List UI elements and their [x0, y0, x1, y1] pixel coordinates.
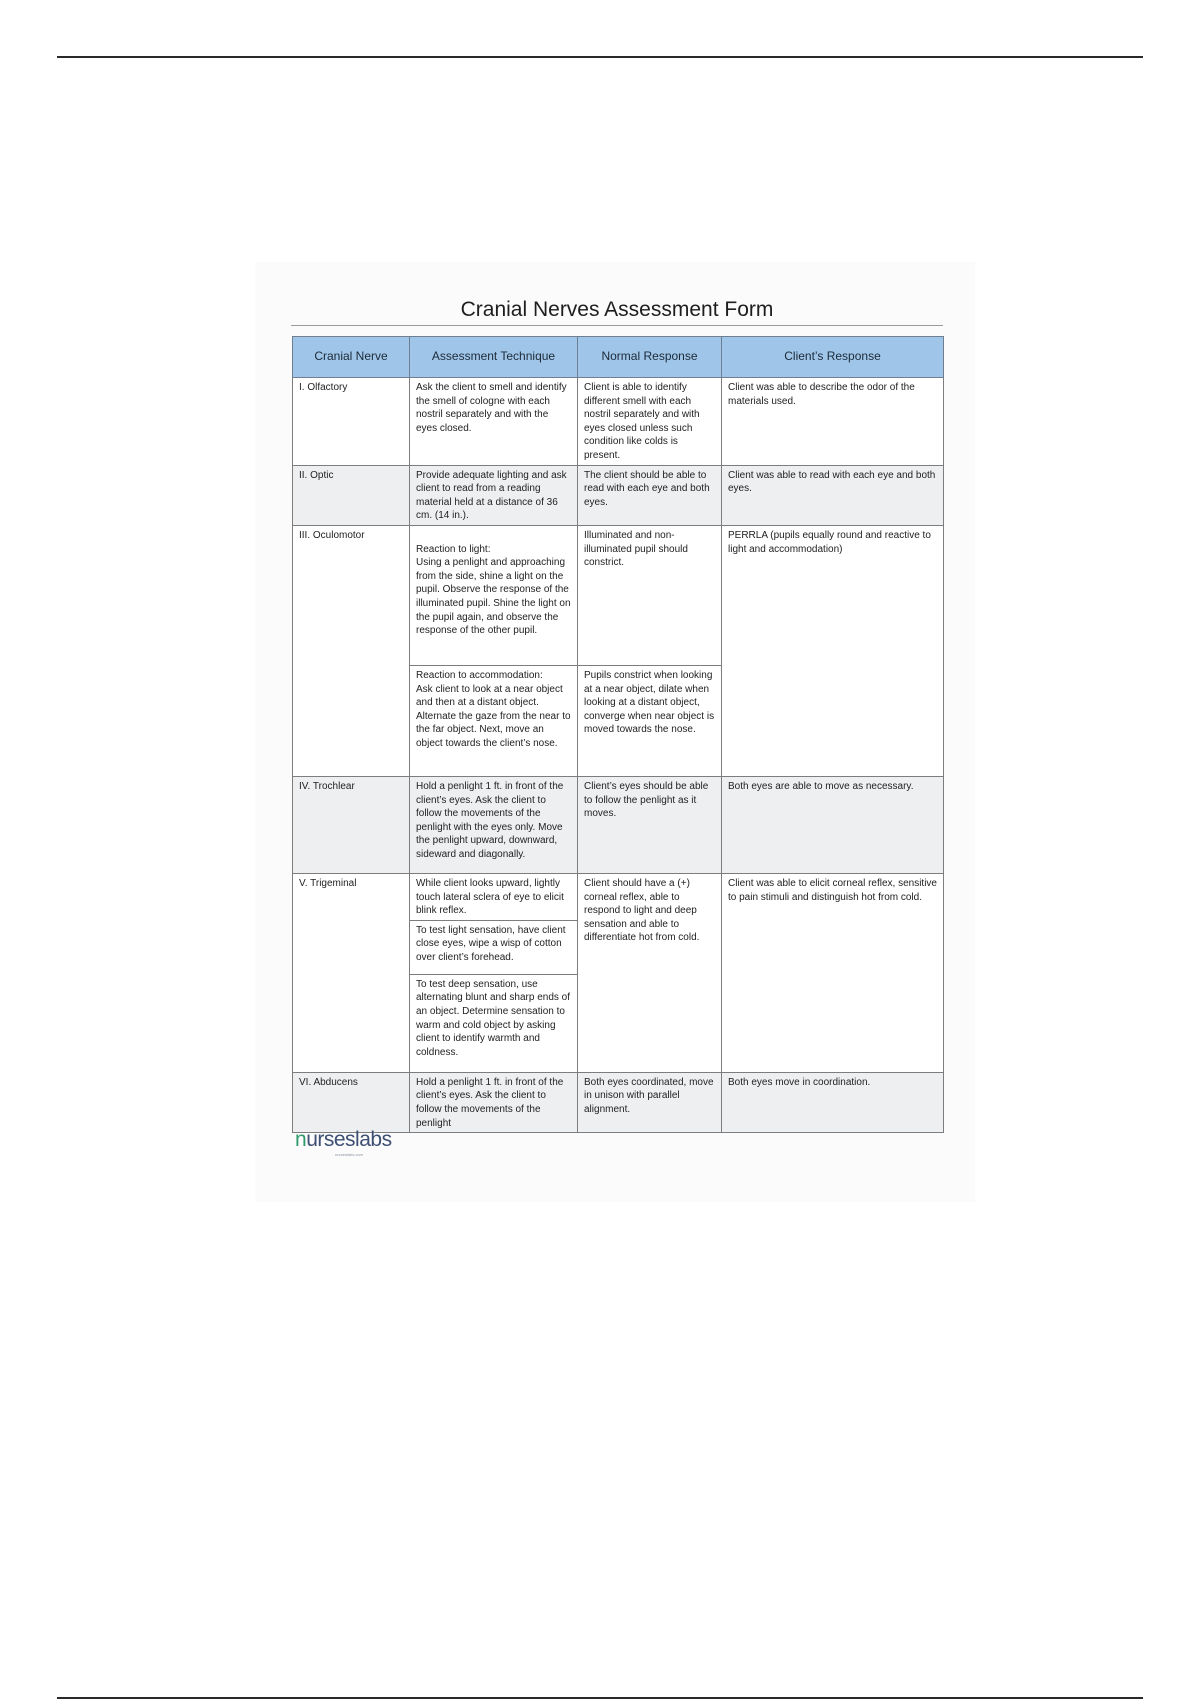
title-underline	[291, 325, 943, 326]
document-image	[255, 262, 975, 1202]
form-title: Cranial Nerves Assessment Form	[460, 298, 774, 321]
client-response-cell: Both eyes are able to move as necessary.	[722, 776, 944, 873]
bottom-divider	[57, 1697, 1143, 1699]
client-response-cell: Both eyes move in coordination.	[722, 1072, 944, 1132]
table-row	[293, 525, 944, 665]
nerve-cell: II. Optic	[293, 465, 410, 525]
nerve-cell: I. Olfactory	[293, 378, 410, 466]
technique-text: Reaction to accommodation: Ask client to look at a near object and then at a distant object. Alternate the gaze from the near to the far object. Next, move an object towards the client’s nose.	[416, 669, 571, 749]
column-header-technique: Assessment Technique	[410, 337, 578, 378]
client-response-cell: PERRLA (pupils equally round and reactive to light and accommodation)	[722, 525, 944, 776]
cranial-nerves-table	[292, 336, 944, 1133]
table-row	[293, 776, 944, 873]
normal-response-cell: Client’s eyes should be able to follow the penlight as it moves.	[578, 776, 722, 873]
technique-cell	[410, 525, 578, 665]
normal-response-cell: Pupils constrict when looking at a near object, dilate when looking at a distant object, converge when near object is moved towards the nose.	[578, 665, 722, 776]
client-response-cell: Client was able to describe the odor of the materials used.	[722, 378, 944, 466]
technique-cell: Provide adequate lighting and ask client to read from a reading material held at a distance of 36 cm. (14 in.).	[410, 465, 578, 525]
technique-cell: Hold a penlight 1 ft. in front of the client’s eyes. Ask the client to follow the movements of the penlight	[410, 1072, 578, 1132]
technique-cell	[410, 665, 578, 776]
technique-cell: While client looks upward, lightly touch lateral sclera of eye to elicit blink reflex.	[410, 873, 578, 920]
column-header-nerve: Cranial Nerve	[293, 337, 410, 378]
technique-text: Reaction to light: Using a penlight and approaching from the side, shine a light on the pupil. Observe the response of the illuminated pupil. Shine the light on the pupil again, and observe the response of the other pupil.	[416, 543, 571, 637]
logo-wordmark: urseslabs	[306, 1128, 392, 1151]
nerve-cell: IV. Trochlear	[293, 776, 410, 873]
column-header-normal: Normal Response	[578, 337, 722, 378]
normal-response-cell: Both eyes coordinated, move in unison with parallel alignment.	[578, 1072, 722, 1132]
table-row	[293, 1072, 944, 1132]
logo-tagline: nurseslabs.com	[335, 1152, 364, 1157]
normal-response-cell: Client should have a (+) corneal reflex, able to respond to light and deep sensation and able to differentiate hot from cold.	[578, 873, 722, 1072]
normal-response-cell: Illuminated and non-illuminated pupil should constrict.	[578, 525, 722, 665]
nerve-cell: V. Trigeminal	[293, 873, 410, 1072]
column-header-client: Client’s Response	[722, 337, 944, 378]
client-response-cell: Client was able to elicit corneal reflex, sensitive to pain stimuli and distinguish hot from cold.	[722, 873, 944, 1072]
technique-cell: Hold a penlight 1 ft. in front of the client’s eyes. Ask the client to follow the movements of the penlight with the eyes only. Move the penlight upward, downward, sideward and diagonally.	[410, 776, 578, 873]
table-row	[293, 465, 944, 525]
table-header-row	[293, 337, 944, 378]
client-response-cell: Client was able to read with each eye and both eyes.	[722, 465, 944, 525]
technique-cell: Ask the client to smell and identify the smell of cologne with each nostril separately and with the eyes closed.	[410, 378, 578, 466]
normal-response-cell: The client should be able to read with each eye and both eyes.	[578, 465, 722, 525]
table-row	[293, 378, 944, 466]
top-divider	[57, 56, 1143, 58]
logo-initial: n	[295, 1128, 307, 1151]
normal-response-cell: Client is able to identify different smell with each nostril separately and with eyes closed unless such condition like colds is present.	[578, 378, 722, 466]
nerve-cell: VI. Abducens	[293, 1072, 410, 1132]
table-row	[293, 873, 944, 920]
technique-cell: To test deep sensation, use alternating blunt and sharp ends of an object. Determine sensation to warm and cold object by asking client to identify warmth and coldness.	[410, 974, 578, 1072]
technique-cell: To test light sensation, have client close eyes, wipe a wisp of cotton over client’s forehead.	[410, 920, 578, 974]
nerve-cell: III. Oculomotor	[293, 525, 410, 776]
nurseslabs-logo	[295, 1128, 392, 1157]
